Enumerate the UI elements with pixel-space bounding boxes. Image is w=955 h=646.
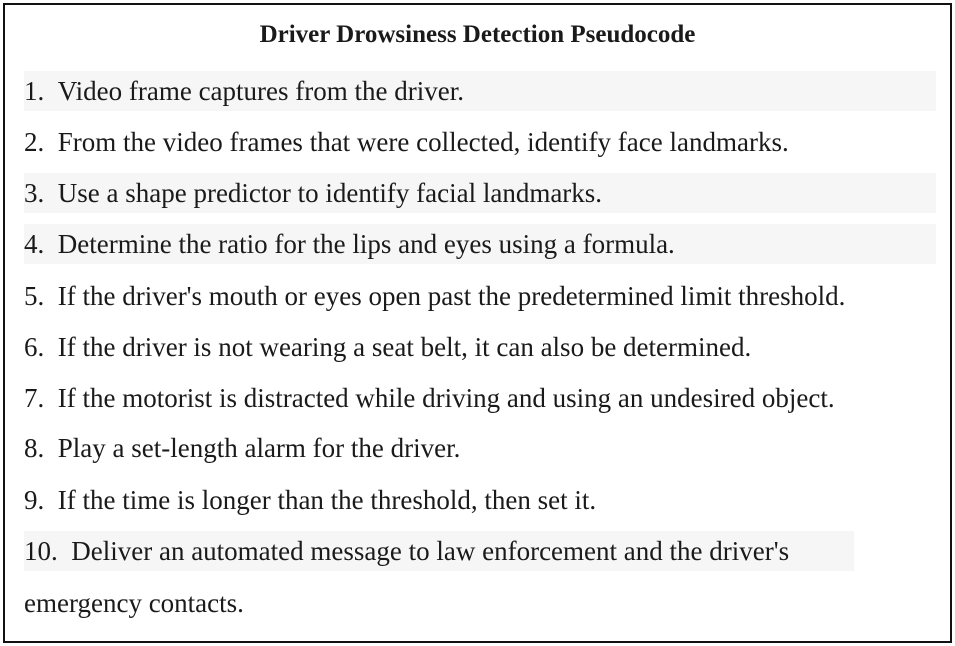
step-text: Deliver an automated message to law enforcement and the driver's — [71, 536, 790, 566]
step-number: 9. — [24, 485, 45, 515]
step-text: If the driver is not wearing a seat belt, it can also be determined. — [57, 332, 752, 362]
step-text: Use a shape predictor to identify facial landmarks. — [57, 178, 603, 208]
step-7 — [24, 378, 835, 418]
step-number: 6. — [24, 332, 45, 362]
step-number: 8. — [24, 433, 45, 463]
step-text: Play a set-length alarm for the driver. — [57, 433, 461, 463]
step-text: If the motorist is distracted while driving and using an undesired object. — [57, 383, 835, 413]
step-10-continuation — [24, 583, 244, 623]
step-number: 7. — [24, 383, 45, 413]
pseudocode-box — [3, 3, 952, 643]
step-number: 3. — [24, 178, 45, 208]
step-number: 4. — [24, 229, 45, 259]
step-6 — [24, 327, 751, 367]
step-9 — [24, 480, 596, 520]
step-2 — [24, 122, 789, 162]
step-8 — [24, 428, 460, 468]
step-number: 5. — [24, 281, 45, 311]
step-text: Determine the ratio for the lips and eyes using a formula. — [57, 229, 675, 259]
step-text: If the time is longer than the threshold, then set it. — [57, 485, 597, 515]
document-title: Driver Drowsiness Detection Pseudocode — [259, 21, 696, 48]
pseudocode-steps — [5, 5, 950, 641]
step-text: If the driver's mouth or eyes open past the predetermined limit threshold. — [57, 281, 846, 311]
step-number: 1. — [24, 76, 45, 106]
step-3 — [24, 173, 936, 213]
step-text: Video frame captures from the driver. — [57, 76, 464, 106]
step-10 — [24, 531, 854, 571]
step-text: From the video frames that were collected, identify face landmarks. — [57, 127, 789, 157]
step-4 — [24, 224, 936, 264]
step-5 — [24, 276, 845, 316]
step-1 — [24, 71, 936, 111]
step-text-continuation: emergency contacts. — [24, 588, 244, 618]
step-number: 2. — [24, 127, 45, 157]
step-number: 10. — [24, 536, 58, 566]
